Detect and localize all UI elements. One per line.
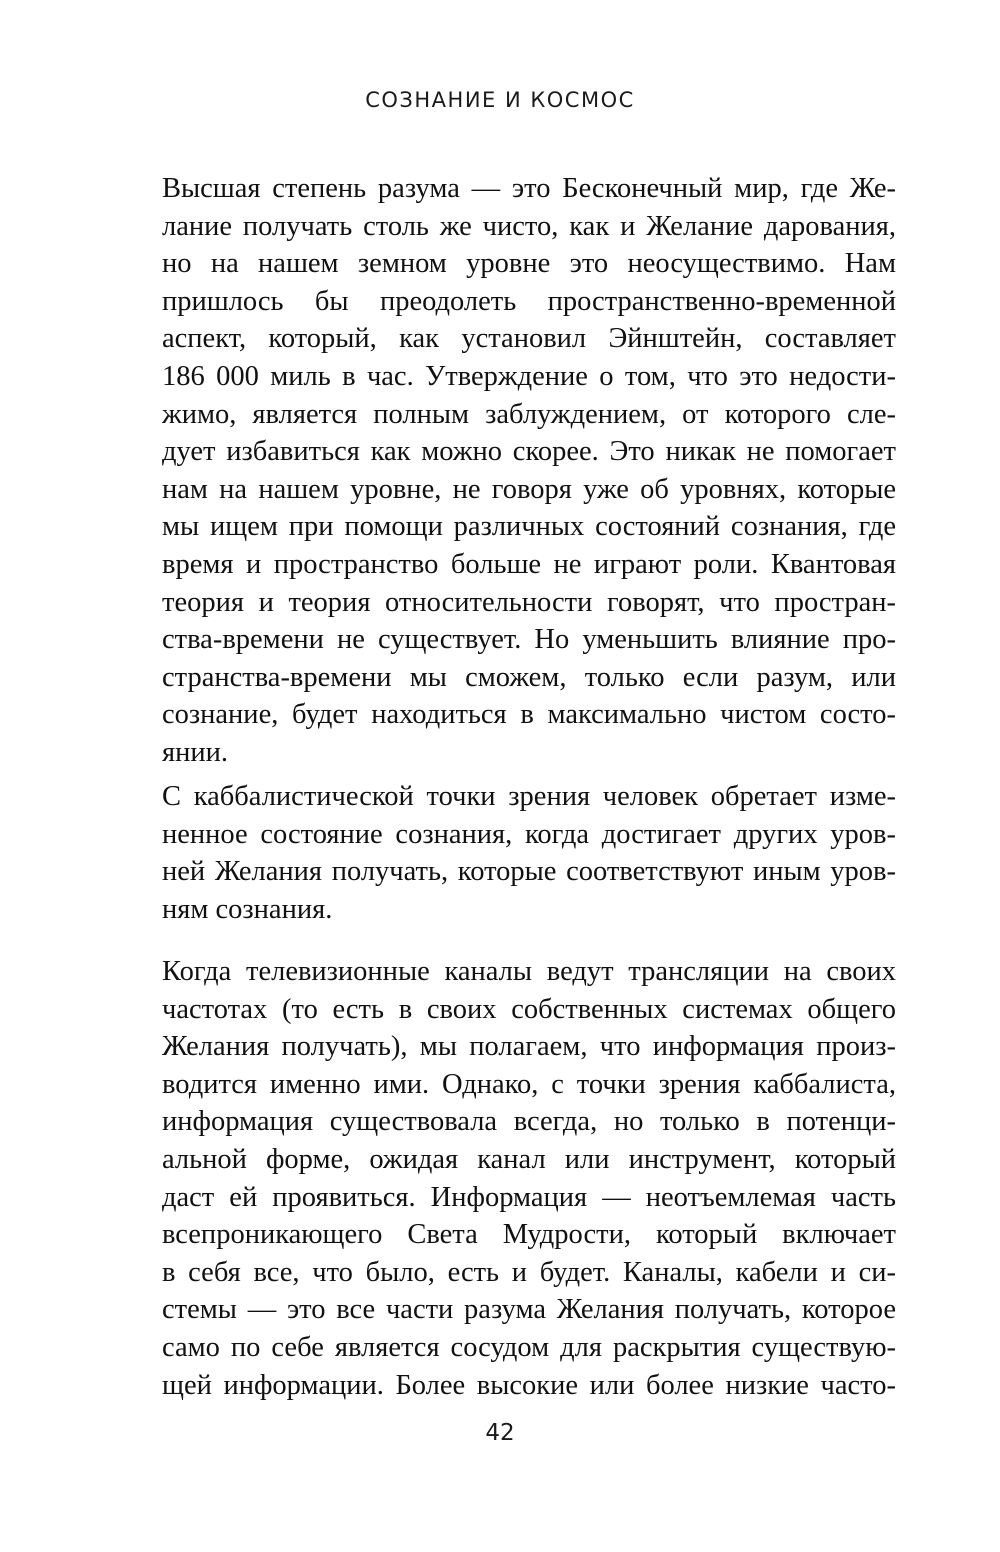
text-line: стемы — это все части разума Желания получать, которое xyxy=(162,1294,896,1326)
text-line: Высшая степень разума — это Бесконечный мир, где Же- xyxy=(162,173,896,204)
text-line: жимо, является полным заблуждением, от которого сле- xyxy=(162,398,896,430)
text-line: частотах (то есть в своих собственных системах общего xyxy=(162,993,896,1025)
text-line: сознание, будет находиться в максимально чистом состо- xyxy=(162,699,896,731)
text-line: дует избавиться как можно скорее. Это никак не помогает xyxy=(162,436,896,468)
paragraph-3 xyxy=(162,953,896,1404)
text-line: аспект, который, как установил Эйнштейн, составляет xyxy=(162,323,896,355)
text-line: нам на нашем уровне, не говоря уже об уровнях, которые xyxy=(162,473,896,505)
text-line: мы ищем при помощи различных состояний сознания, где xyxy=(162,511,896,543)
text-line: янии. xyxy=(162,736,228,768)
text-line: теория и теория относительности говорят, что простран- xyxy=(162,586,896,618)
text-line: ненное состояние сознания, когда достигает других уров- xyxy=(162,818,896,850)
text-line: ства-времени не существует. Но уменьшить влияние про- xyxy=(162,624,896,656)
text-line: водится именно ими. Однако, с точки зрения каббалиста, xyxy=(162,1068,896,1100)
text-line: Желания получать), мы полагаем, что информация произ- xyxy=(162,1031,896,1063)
text-line: лание получать столь же чисто, как и Желание дарования, xyxy=(162,210,896,242)
paragraph-2 xyxy=(162,778,896,928)
paragraph-1 xyxy=(162,170,896,772)
text-line: С каббалистической точки зрения человек обретает изме- xyxy=(162,781,896,812)
text-line: в себя все, что было, есть и будет. Каналы, кабели и си- xyxy=(162,1256,896,1288)
running-head: СОЗНАНИЕ И КОСМОС xyxy=(365,88,635,112)
text-line: ням сознания. xyxy=(162,893,333,925)
text-line: странства-времени мы сможем, только если разум, или xyxy=(162,661,896,693)
text-line: 186 000 миль в час. Утверждение о том, что это недости- xyxy=(162,360,896,392)
text-line: Когда телевизионные каналы ведут трансляции на своих xyxy=(162,956,896,987)
text-line: само по себе является сосудом для раскрытия существую- xyxy=(162,1331,896,1363)
text-line: ней Желания получать, которые соответствуют иным уров- xyxy=(162,856,896,888)
text-line: пришлось бы преодолеть пространственно-временной xyxy=(162,285,896,317)
text-line: даст ей проявиться. Информация — неотъемлемая часть xyxy=(162,1181,896,1213)
text-line: щей информации. Более высокие или более низкие часто- xyxy=(162,1369,896,1401)
text-line: альной форме, ожидая канал или инструмент, который xyxy=(162,1143,896,1175)
text-line: время и пространство больше не играют роли. Квантовая xyxy=(162,548,896,580)
text-line: но на нашем земном уровне это неосуществимо. Нам xyxy=(162,248,896,280)
text-line: информация существовала всегда, но только в потенци- xyxy=(162,1106,896,1138)
page-number: 42 xyxy=(485,1420,515,1446)
text-line: всепроникающего Света Мудрости, который включает xyxy=(162,1219,896,1251)
